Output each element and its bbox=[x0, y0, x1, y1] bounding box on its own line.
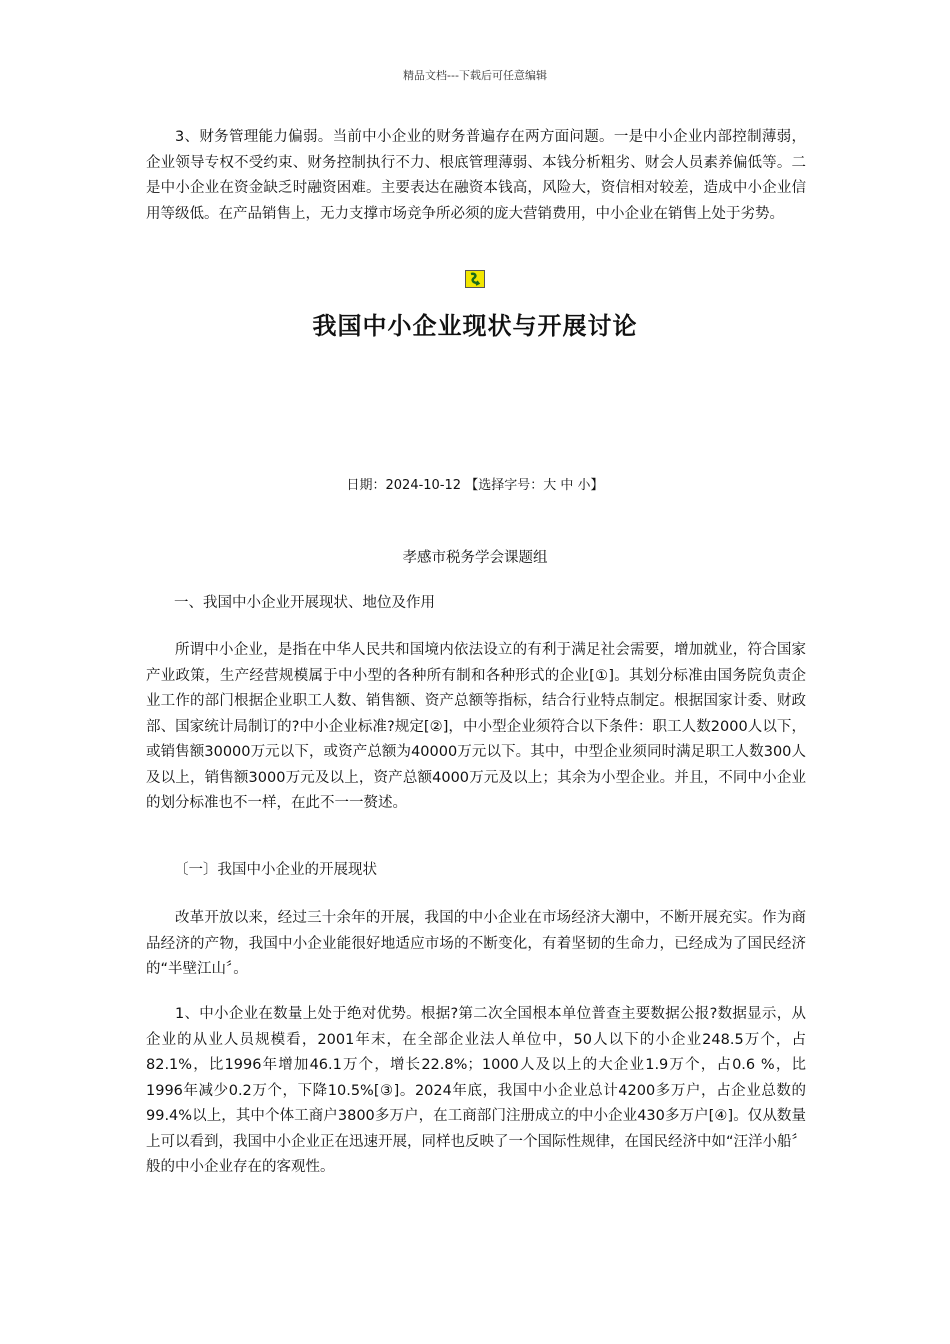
article-title: 我国中小企业现状与开展讨论 bbox=[312, 312, 638, 340]
page-header: 精品文档---下载后可任意编辑 bbox=[403, 69, 547, 82]
paragraph-quantity: 1、中小企业在数量上处于绝对优势。根据?第二次全国根本单位普查主要数据公报?数据显示，从企业的从业人员规模看，2001年末，在全部企业法人单位中，50人以下的小企业248.5万个，占82.1%，比1996年增加46.1万个，增长22.8%；1000人及以上的大企业1.9万个，占0.6 %，比1996年减少0.2万个，下降10.5%[③]。2024年底，我国中小企业总计4200多万户，占企业总数的99.4%以上，其中个体工商户3800多万户，在工商部门注册成立的中小企业430多万户[④]。仅从数量上可以看到，我国中小企业正在迅速开展，同样也反映了一个国际性规律，在国民经济中如“汪洋小船〞般的中小企业存在的客观性。 bbox=[146, 1006, 807, 1175]
paragraph-reform: 改革开放以来，经过三十余年的开展，我国的中小企业在市场经济大潮中，不断开展充实。作为商品经济的产物，我国中小企业能很好地适应市场的不断变化，有着坚韧的生命力，已经成为了国民经济的“半壁江山〞。 bbox=[146, 910, 806, 977]
date-and-font-size-line: 日期：2024-10-12 【选择字号：大 中 小】 bbox=[346, 478, 604, 493]
author-line: 孝感市税务学会课题组 bbox=[402, 550, 548, 566]
paragraph-definition: 所谓中小企业，是指在中华人民共和国境内依法设立的有利于满足社会需要，增加就业，符合国家产业政策，生产经营规模属于中小型的各种所有制和各种形式的企业[①]。其划分标准由国务院负责企业工作的部门根据企业职工人数、销售额、资产总额等指标，结合行业特点制定。根据国家计委、财政部、国家统计局制订的?中小企业标准?规定[②]，中小型企业须符合以下条件：职工人数2000人以下，或销售额30000万元以下，或资产总额为40000万元以下。其中，中型企业须同时满足职工人数300人及以上，销售额3000万元及以上，资产总额4000万元及以上；其余为小型企业。并且，不同中小企业的划分标准也不一样，在此不一一赘述。 bbox=[146, 642, 806, 811]
paragraph-financial: 3、财务管理能力偏弱。当前中小企业的财务普遍存在两方面问题。一是中小企业内部控制薄弱，企业领导专权不受约束、财务控制执行不力、根底管理薄弱、本钱分析粗劣、财会人员素养偏低等。二是中小企业在资金缺乏时融资困难。主要表达在融资本钱高，风险大，资信相对较差，造成中小企业信用等级低。在产品销售上，无力支撑市场竞争所必须的庞大营销费用，中小企业在销售上处于劣势。 bbox=[146, 129, 806, 222]
section-heading: 一、我国中小企业开展现状、地位及作用 bbox=[174, 595, 435, 611]
subsection-heading: 〔一〕我国中小企业的开展现状 bbox=[174, 862, 377, 878]
sound-icon[interactable] bbox=[465, 270, 485, 288]
